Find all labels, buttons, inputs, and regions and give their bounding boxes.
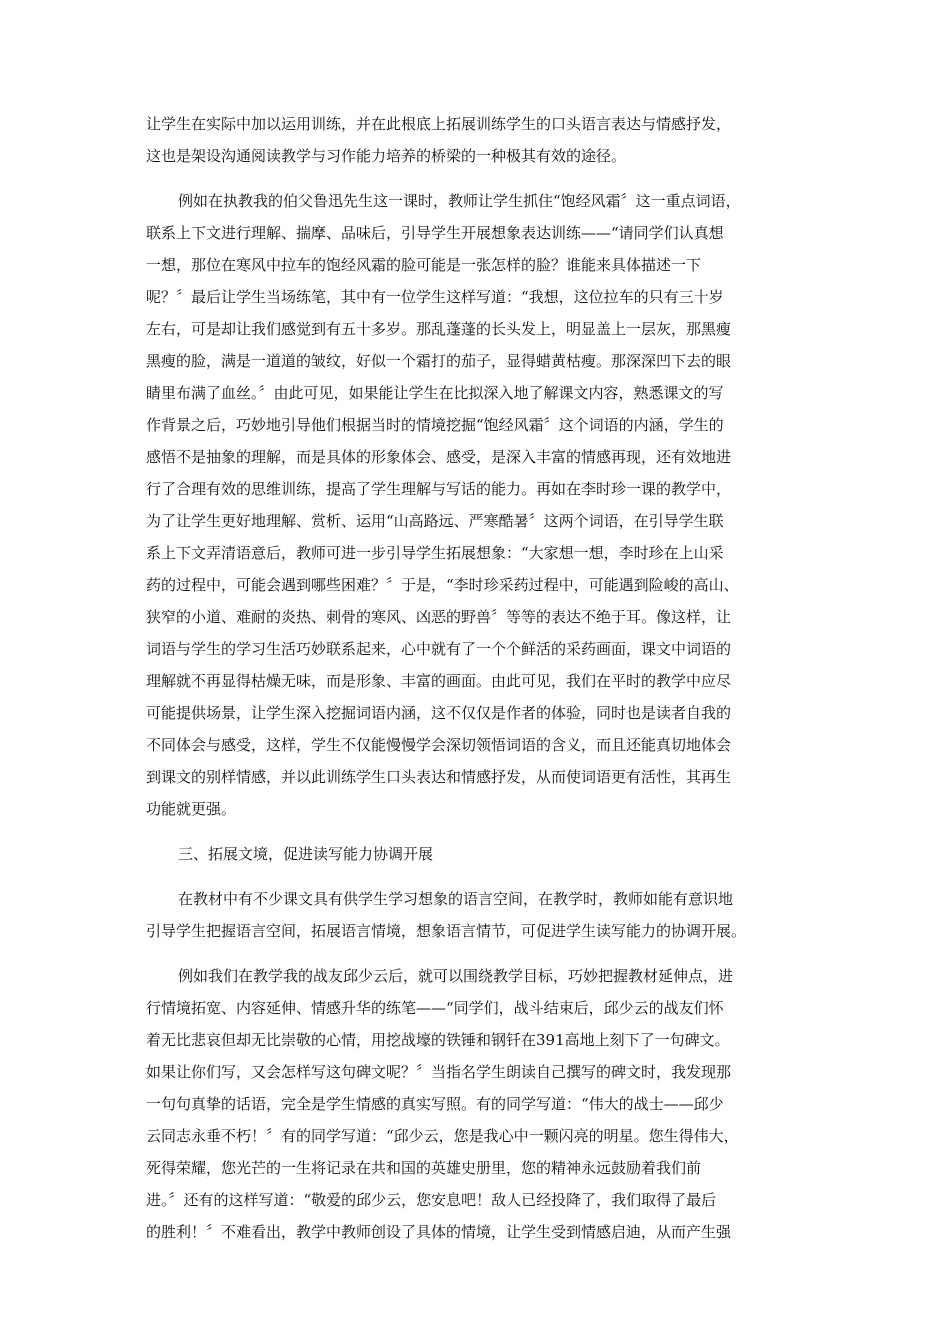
paragraph [146,185,806,825]
text-line: 死得荣耀，您光芒的一生将记录在共和国的英雄史册里，您的精神永远鼓励着我们前 [146,1159,702,1177]
text-line: 为了让学生更好地理解、赏析、运用“山高路远、严寒酷暑〞这两个词语，在引导学生联 [146,512,724,530]
text-line: 词语与学生的学习生活巧妙联系起来，心中就有了一个个鲜活的采药画面，课文中词语的 [146,640,732,658]
text-line: 呢？〞最后让学生当场练笔，其中有一位学生这样写道：“我想，这位拉车的只有三十岁 [146,288,724,306]
paragraph [146,883,806,947]
text-line: 功能就更强。 [146,800,237,818]
text-line: 的胜利！〞不难看出，教学中教师创设了具体的情境，让学生受到情感启迪，从而产生强 [146,1223,732,1241]
text-line: 云同志永垂不朽！〞有的同学写道：“邱少云，您是我心中一颗闪亮的明星。您生得伟大， [146,1127,739,1145]
text-line: 理解就不再显得枯燥无味，而是形象、丰富的画面。由此可见，我们在平时的教学中应尽 [146,672,732,690]
section-heading: 三、拓展文境，促进读写能力协调开展 [178,845,434,863]
text-line: 黑瘦的脸，满是一道道的皱纹，好似一个霜打的茄子，显得蜡黄枯瘦。那深深凹下去的眼 [146,352,732,370]
text-line: 药的过程中，可能会遇到哪些困难？〞于是，“李时珍采药过程中，可能遇到险峻的高山、 [146,576,739,594]
document-page [146,108,806,1248]
text-line: 例如我们在教学我的战友邱少云后，就可以围绕教学目标，巧妙把握教材延伸点，进 [178,967,734,985]
text-line: 在教材中有不少课文具有供学生学习想象的语言空间，在教学时，教师如能有意识地 [178,890,734,908]
text-line: 联系上下文进行理解、揣摩、品味后，引导学生开展想象表达训练——“请同学们认真想 [146,224,724,242]
text-line: 这也是架设沟通阅读教学与习作能力培养的桥梁的一种极其有效的途径。 [146,147,627,165]
text-line: 进。〞还有的这样写道：“敬爱的邱少云，您安息吧！敌人已经投降了，我们取得了最后 [146,1191,717,1209]
text-line: 行了合理有效的思维训练，提高了学生理解与写话的能力。再如在李时珍一课的教学中， [146,480,732,498]
text-line: 狭窄的小道、难耐的炎热、刺骨的寒风、凶恶的野兽〞等等的表达不绝于耳。像这样，让 [146,608,732,626]
text-line: 左右，可是却让我们感觉到有五十多岁。那乱蓬蓬的长头发上，明显盖上一层灰，那黑瘦 [146,320,732,338]
text-line: 一句句真挚的话语，完全是学生情感的真实写照。有的同学写道：“伟大的战士——邱少 [146,1095,724,1113]
section-heading-block [146,838,806,870]
text-line: 如果让你们写，又会怎样写这句碑文呢？〞当指名学生朗读自己撰写的碑文时，我发现那 [146,1063,732,1081]
text-line: 让学生在实际中加以运用训练，并在此根底上拓展训练学生的口头语言表达与情感抒发， [146,115,732,133]
paragraph [146,960,806,1248]
text-line: 一想，那位在寒风中拉车的饱经风霜的脸可能是一张怎样的脸？谁能来具体描述一下 [146,256,702,274]
text-line: 行情境拓宽、内容延伸、情感升华的练笔——“同学们，战斗结束后，邱少云的战友们怀 [146,999,724,1017]
text-line: 睛里布满了血丝。〞由此可见，如果能让学生在比拟深入地了解课文内容，熟悉课文的写 [146,384,724,402]
text-line: 到课文的别样情感，并以此训练学生口头表达和情感抒发，从而使词语更有活性，其再生 [146,768,732,786]
text-line: 可能提供场景，让学生深入挖掘词语内涵，这不仅仅是作者的体验，同时也是读者自我的 [146,704,732,722]
text-line: 感悟不是抽象的理解，而是具体的形象体会、感受，是深入丰富的情感再现，还有效地进 [146,448,732,466]
text-line: 作背景之后，巧妙地引导他们根据当时的情境挖掘“饱经风霜〞这个词语的内涵，学生的 [146,416,724,434]
text-line: 引导学生把握语言空间，拓展语言情境，想象语言情节，可促进学生读写能力的协调开展。 [146,922,747,940]
text-line: 不同体会与感受，这样，学生不仅能慢慢学会深切领悟词语的含义，而且还能真切地体会 [146,736,732,754]
text-line: 着无比悲哀但却无比崇敬的心情，用挖战壕的铁锤和钢钎在391高地上刻下了一句碑文。 [146,1031,730,1049]
paragraph [146,108,806,172]
text-line: 系上下文弄清语意后，教师可进一步引导学生拓展想象：“大家想一想，李时珍在上山采 [146,544,724,562]
text-line: 例如在执教我的伯父鲁迅先生这一课时，教师让学生抓住“饱经风霜〞这一重点词语， [178,192,741,210]
